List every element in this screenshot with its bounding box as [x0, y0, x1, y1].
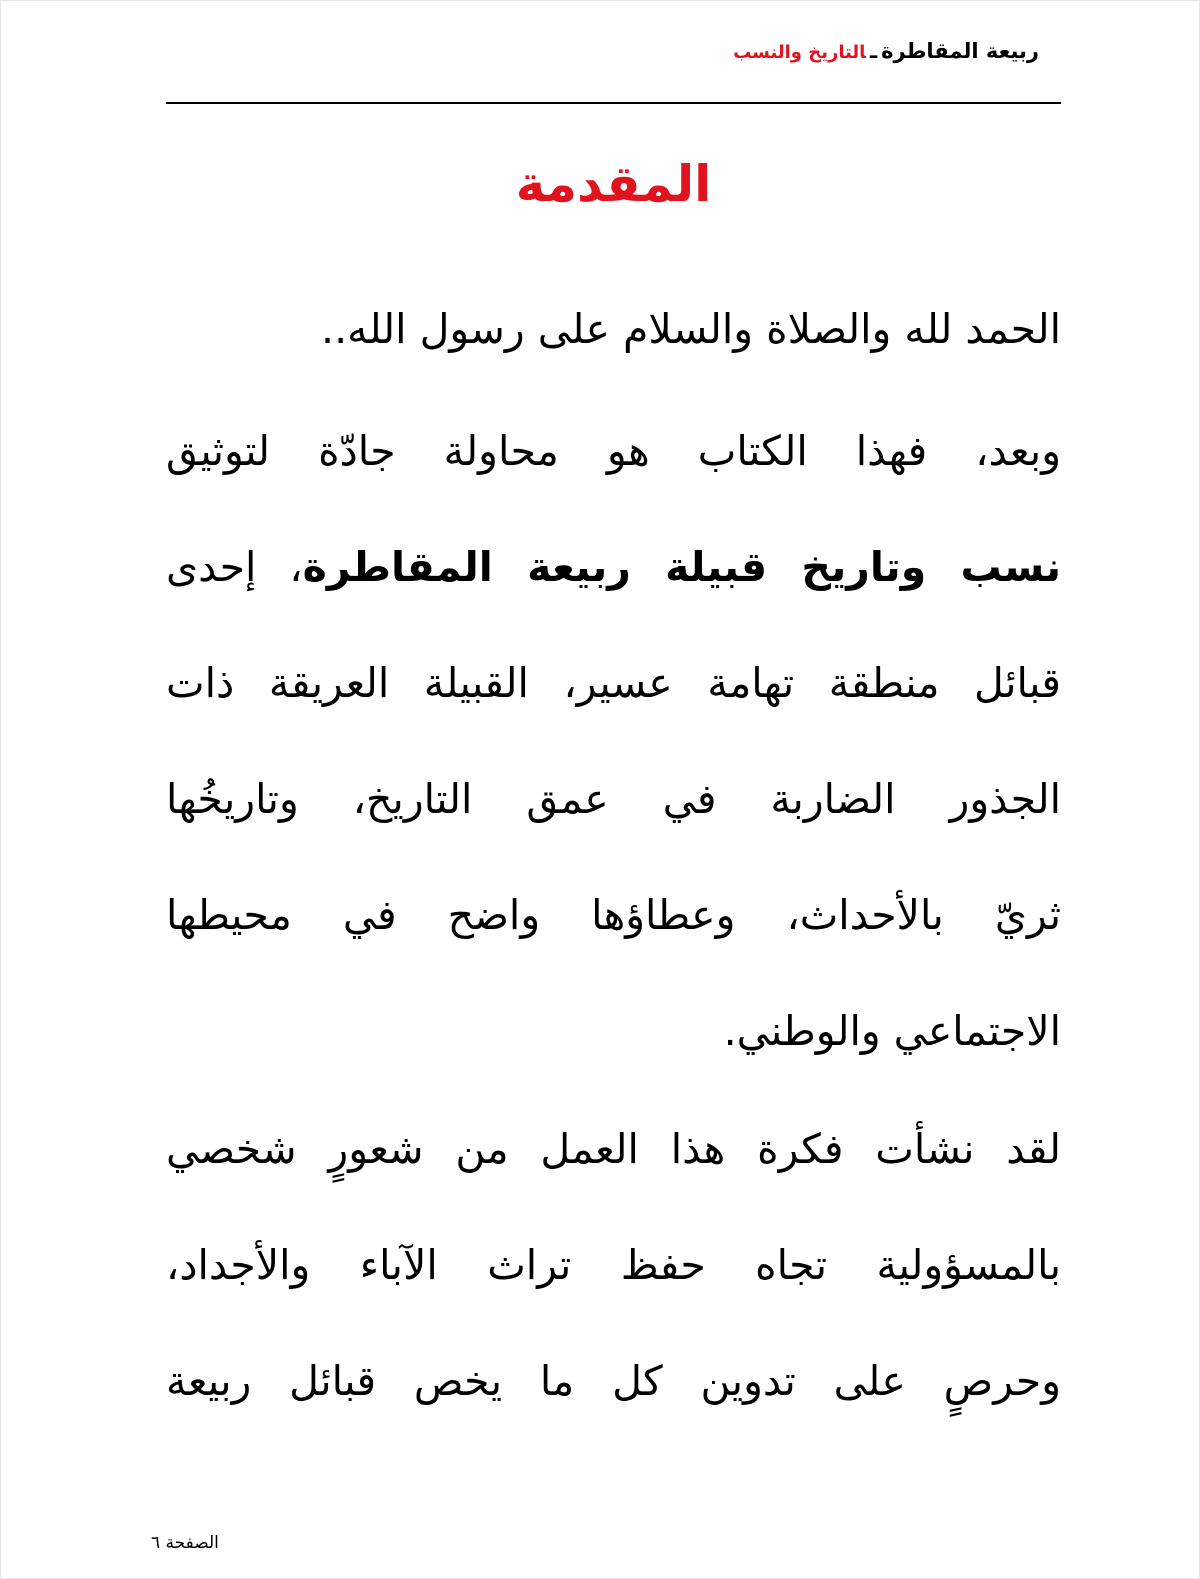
- chapter-title: المقدمة: [515, 155, 712, 213]
- paragraph-line: الجذور الضاربة في عمق التاريخ، وتاريخُها: [166, 775, 1061, 823]
- header-section: التاريخ والنسب: [733, 42, 866, 63]
- paragraph-line: وحرصٍ على تدوين كل ما يخص قبائل ربيعة: [166, 1357, 1061, 1405]
- paragraph-line: الاجتماعي والوطني.: [723, 1007, 1061, 1055]
- header-rule: [166, 102, 1061, 104]
- paragraph-line-with-bold: [166, 509, 1061, 625]
- header-separator: ـ: [869, 39, 878, 63]
- paragraph-line: بالمسؤولية تجاه حفظ تراث الآباء والأجداد،: [166, 1241, 1061, 1289]
- paragraph-line: ثريّ بالأحداث، وعطاؤها واضح في محيطها: [166, 891, 1061, 939]
- paragraph-line: وبعد، فهذا الكتاب هو محاولة جادّة لتوثيق: [166, 427, 1061, 475]
- paragraph-line: لقد نشأت فكرة هذا العمل من شعورٍ شخصي: [166, 1125, 1061, 1173]
- paragraph-fragment: ، إحدى: [166, 543, 303, 591]
- paragraph-2: [166, 393, 1061, 1089]
- paragraph-3: [166, 1091, 1061, 1439]
- header-book-title: ربيعة المقاطرة: [881, 39, 1039, 63]
- running-header: [733, 39, 1039, 63]
- bold-tribe-name: نسب وتاريخ قبيلة ربيعة المقاطرة: [302, 543, 1061, 591]
- paragraph-1: [166, 271, 1061, 387]
- paragraph-line: قبائل منطقة تهامة عسير، القبيلة العريقة ذات: [166, 659, 1061, 707]
- page-number: الصفحة ٦: [151, 1533, 219, 1553]
- paragraph-line: الحمد لله والصلاة والسلام على رسول الله..: [321, 305, 1061, 353]
